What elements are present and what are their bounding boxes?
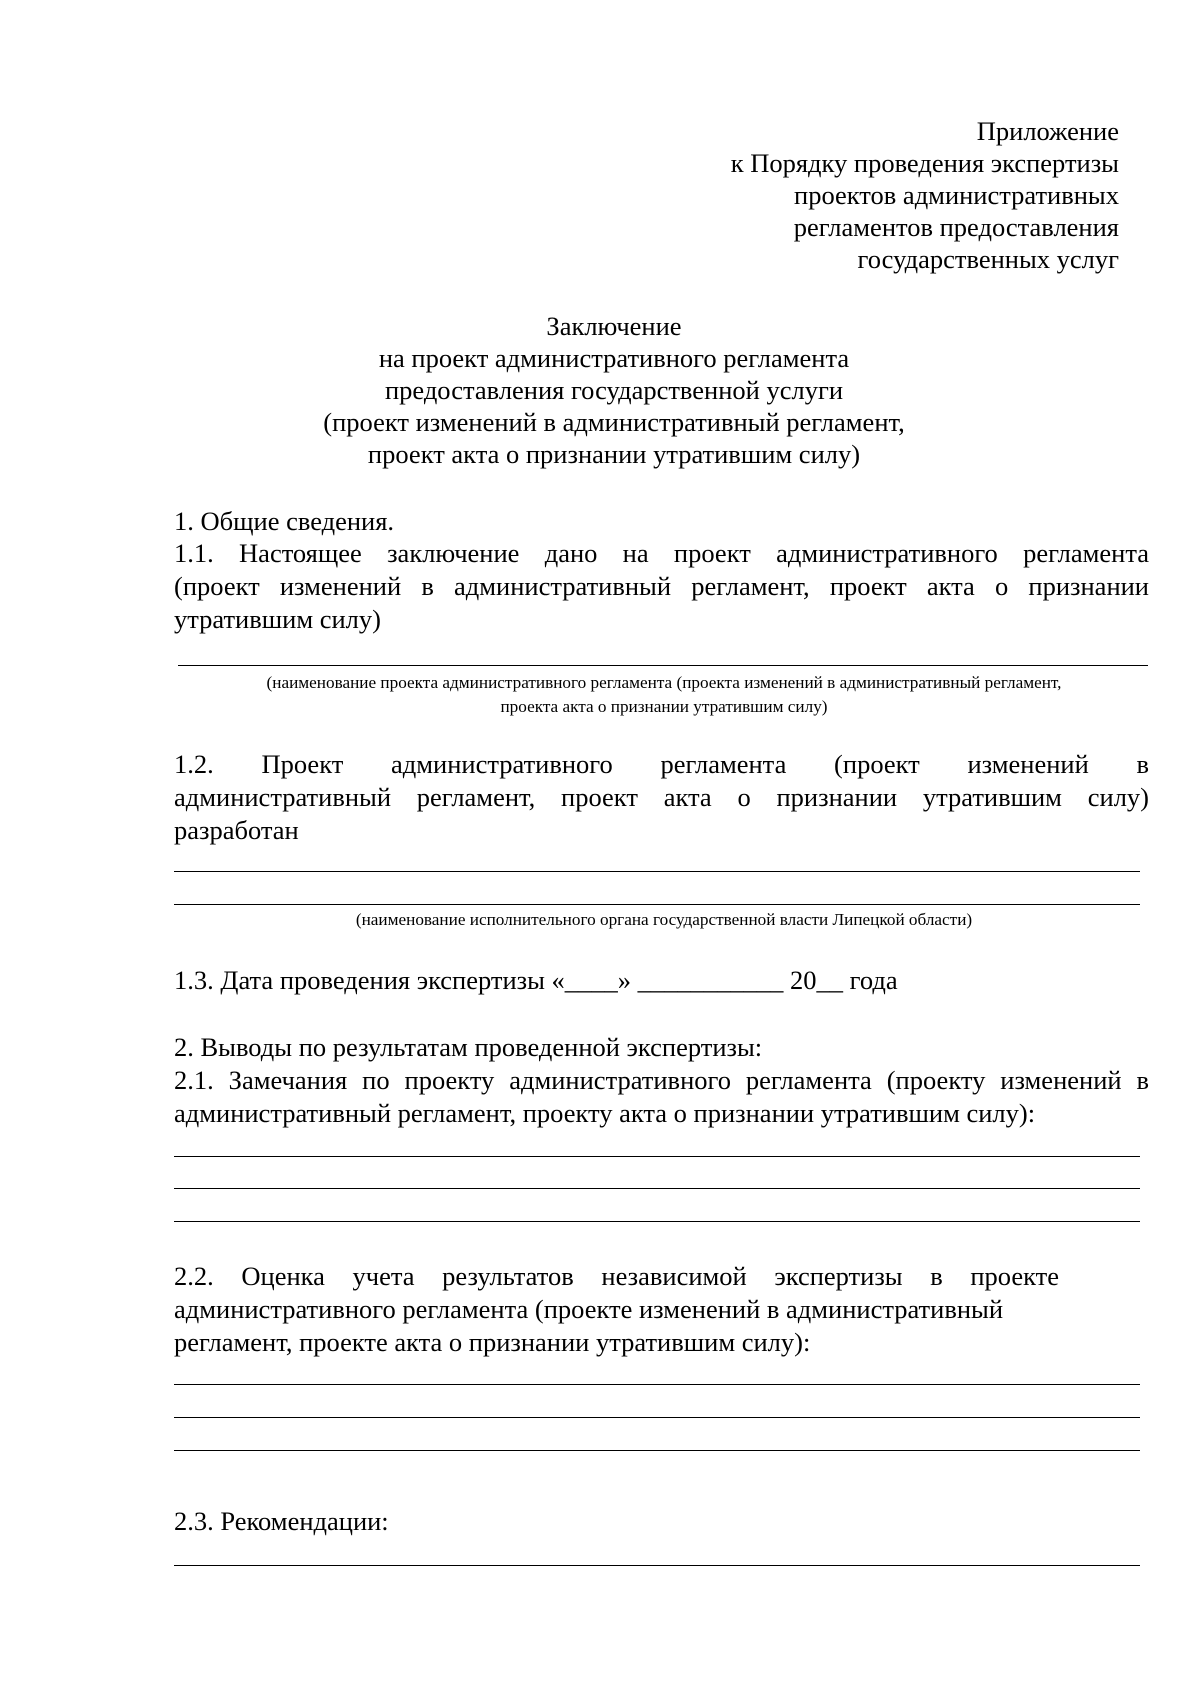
para-1-2-line-1: 1.2. Проект административного регламента (проект изменений в bbox=[174, 749, 1149, 779]
blank-line-assessment-2 bbox=[174, 1417, 1140, 1418]
para-2-3-recommendations: 2.3. Рекомендации: bbox=[174, 1506, 389, 1536]
title-line-3: предоставления государственной услуги bbox=[384, 375, 844, 405]
para-1-1-line-3: утратившим силу) bbox=[174, 604, 381, 634]
blank-line-remarks-2 bbox=[174, 1188, 1140, 1189]
para-2-2-line-3: регламент, проекте акта о признании утратившим силу): bbox=[174, 1327, 811, 1357]
blank-line-remarks-1 bbox=[174, 1156, 1140, 1157]
caption-regulation-name-line-1: (наименование проекта административного регламента (проекта изменений в административный регламент, bbox=[266, 673, 1062, 692]
para-2-1-line-1: 2.1. Замечания по проекту административного регламента (проекту изменений в bbox=[174, 1065, 1149, 1095]
blank-line-regulation-name bbox=[178, 665, 1148, 666]
para-1-1-line-1: 1.1. Настоящее заключение дано на проект административного регламента bbox=[174, 538, 1149, 568]
para-2-2-line-1: 2.2. Оценка учета результатов независимой экспертизы в проекте bbox=[174, 1261, 1059, 1291]
blank-line-remarks-3 bbox=[174, 1221, 1140, 1222]
document-title: Заключение bbox=[546, 311, 682, 341]
section-2-heading: 2. Выводы по результатам проведенной экспертизы: bbox=[174, 1032, 763, 1062]
caption-developer-name: (наименование исполнительного органа государственной власти Липецкой области) bbox=[355, 910, 973, 929]
appendix-line-5: государственных услуг bbox=[857, 244, 1119, 274]
blank-line-developer-1 bbox=[174, 871, 1140, 872]
blank-line-assessment-1 bbox=[174, 1384, 1140, 1385]
title-line-4: (проект изменений в административный регламент, bbox=[323, 407, 905, 437]
para-2-2-line-2: административного регламента (проекте изменений в административный bbox=[174, 1294, 1004, 1324]
caption-regulation-name-line-2: проекта акта о признании утратившим силу) bbox=[500, 697, 828, 716]
appendix-line-4: регламентов предоставления bbox=[793, 212, 1119, 242]
para-1-1-line-2: (проект изменений в административный регламент, проект акта о признании bbox=[174, 571, 1149, 601]
para-1-2-line-2: административный регламент, проект акта о признании утратившим силу) bbox=[174, 782, 1149, 812]
blank-line-assessment-3 bbox=[174, 1450, 1140, 1451]
expertise-date-line: 1.3. Дата проведения экспертизы «____» ___________ 20__ года bbox=[174, 965, 898, 995]
appendix-line-3: проектов административных bbox=[794, 180, 1119, 210]
blank-line-developer-2 bbox=[174, 904, 1140, 905]
para-2-1-line-2: административный регламент, проекту акта о признании утратившим силу): bbox=[174, 1098, 1036, 1128]
title-line-5: проект акта о признании утратившим силу) bbox=[367, 439, 861, 469]
title-line-2: на проект административного регламента bbox=[378, 343, 850, 373]
para-1-2-line-3: разработан bbox=[174, 815, 299, 845]
blank-line-recommendations bbox=[174, 1565, 1140, 1566]
appendix-line-2: к Порядку проведения экспертизы bbox=[730, 148, 1119, 178]
section-1-heading: 1. Общие сведения. bbox=[174, 506, 395, 536]
appendix-line-1: Приложение bbox=[976, 116, 1119, 146]
